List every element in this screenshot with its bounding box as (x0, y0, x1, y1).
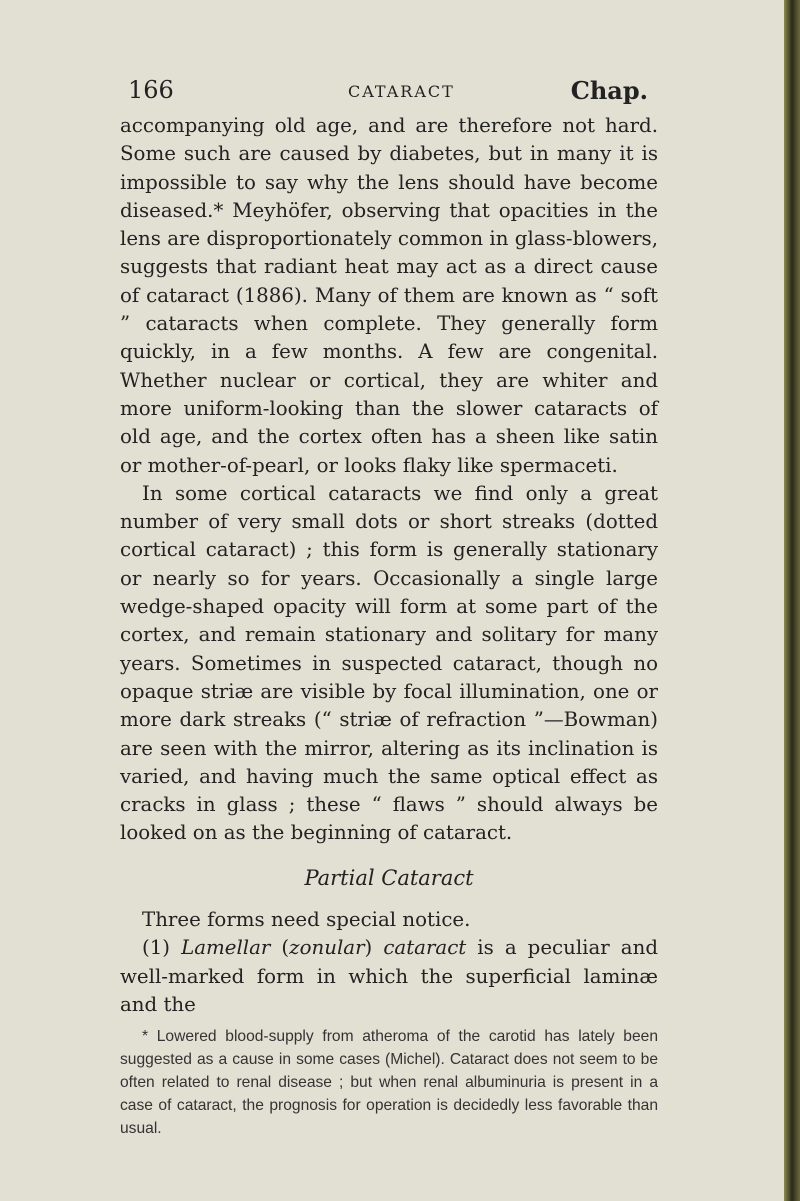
paragraph-1: accompanying old age, and are therefore not hard. Some such are caused by diabetes, but in many it is impossible to say why the lens should have become diseased.* Meyhöfer, observing that opacities in the lens are disproportionately common in glass-blowers, suggests that radiant heat may act as a direct cause of cataract (1886). Many of them are known as “ soft ” cataracts when complete. They generally form quickly, in a few months. A few are congenital. Whether nuclear or cortical, they are whiter and more uniform-looking than the slower cataracts of old age, and the cortex often has a sheen like satin or mother-of-pearl, or looks flaky like spermaceti. (120, 114, 658, 477)
list-number: (1) (142, 936, 182, 960)
footnote: * Lowered blood-supply from atheroma of the carotid has lately been suggested as a cause in some cases (Michel). Cataract does not seem to be often related to renal disease ; but when renal albuminuria is present in a case of cataract, the prognosis for operation is decidedly less favorable than usual. (120, 1028, 658, 1138)
page-edge (784, 0, 800, 1201)
section-heading: Partial Cataract (304, 865, 474, 890)
term-lamellar: Lamellar (181, 936, 271, 960)
paragraph-4-text: is a peculiar and well-marked form in which the superficial laminæ and the (120, 936, 658, 1016)
paragraph-2: In some cortical cataracts we find only a great number of very small dots or short streaks (dotted cortical cataract) ; this form is generally stationary or nearly so for years. Occasionally a single large wedge-shaped opacity will form at some part of the cortex, and remain stationary and solitary for many years. Sometimes in suspected cataract, though no opaque striæ are visible by focal illumination, one or more dark streaks (“ striæ of refraction ”—Bowman) are seen with the mirror, altering as its inclination is varied, and having much the same optical effect as cracks in glass ; these “ flaws ” should always be looked on as the beginning of cataract. (120, 481, 658, 845)
chapter-label: Chap. (570, 76, 648, 105)
paragraph-4 (120, 934, 658, 1019)
term-zonular: zonular (289, 936, 365, 960)
term-cataract: cataract (383, 936, 467, 960)
paragraph-3: Three forms need special notice. (142, 908, 471, 932)
page-body (120, 112, 658, 1140)
paren-open: ( (270, 936, 290, 960)
page-header (128, 76, 648, 110)
running-head: CATARACT (348, 82, 455, 101)
paren-close: ) (364, 936, 384, 960)
page-number: 166 (128, 76, 174, 104)
